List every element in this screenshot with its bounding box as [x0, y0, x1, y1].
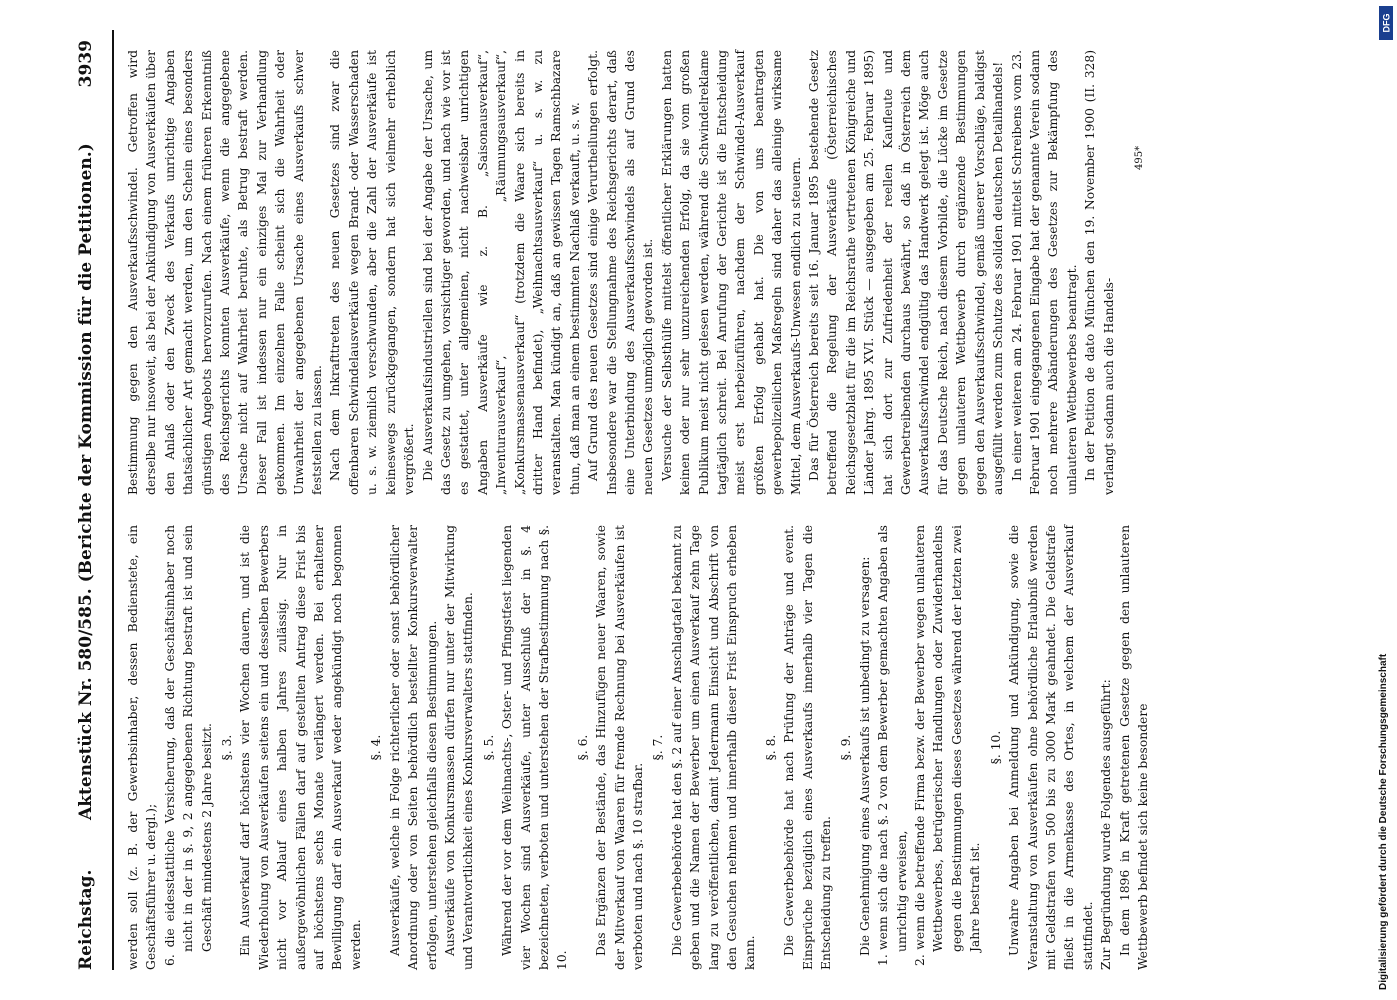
paragraph: 6. die eidesstattliche Versicherung, daß der Geschäftsinhaber noch nicht in der in §. 9, 2 angegebenen Richtung bestraft ist und sein Geschäft mindestens 2 Jahre besitzt.: [162, 525, 214, 966]
paragraph: Unwahre Angaben bei Anmeldung und Ankündigung, sowie die Veranstaltung von Ausverkäufen ohne behördliche Erlaubniß werden mit Geldstrafen von 500 bis zu 3000 Mark geahndet. Die Geldstrafe fließt in die Armenkasse des Ortes, in welchem der Ausverkauf stattfindet.: [1007, 525, 1095, 970]
paragraph: Ausverkäufe von Konkursmassen dürfen nur unter der Mitwirkung und Verantwortlichkeit eines Konkursverwalters stattfinden.: [442, 525, 476, 970]
paragraph: Auf Grund des neuen Gesetzes sind einige Verurtheilungen erfolgt. Insbesondere war die Stellungnahme des Reichsgerichts derart, daß eine Unterbindung des Ausverkaufsschwindels als auf Grund des neuen Gesetzes unmöglich geworden ist.: [586, 50, 656, 495]
section-heading: §. 4.: [369, 734, 384, 761]
right-column: [124, 50, 1118, 495]
section-heading: §. 8.: [763, 734, 778, 761]
paragraph: Ausverkäufe, welche in Folge richterlicher oder sonst behördlicher Anordnung oder von Seiten behördlich bestellter Konkursverwalter erfolgen, unterstehen gleichfalls diesen Bestimmungen.: [387, 525, 439, 970]
header-left: Reichstag.: [76, 869, 96, 970]
paragraph: Das für Österreich bereits seit 16. Januar 1895 bestehende Gesetz betreffend die Regelung der Ausverkäufe (Österreichisches Reichsgesetzblatt für die im Reichsrathe vertretenen Königreiche und Länder Jahrg. 1895 XVI. Stück — ausgegeben am 25. Februar 1895) hat sich dort zur Zufriedenheit der reellen Kaufleute und Gewerbetreibenden durchaus bewährt, so daß in Österreich dem Ausverkaufsschwindel endgültig das Handwerk gelegt ist. Möge auch für das Deutsche Reich, nach diesem Vorbilde, die Lücke im Gesetze gegen unlauteren Wettbewerb durch ergänzende Bestimmungen gegen den Ausverkaufsschwindel, gemäß unserer Vorschläge, baldigst ausgefüllt werden zum Schutze des soliden deutschen Detailhandels!: [807, 50, 1006, 495]
digitization-credit: Digitalisierung gefördert durch die Deutsche Forschungsgemeinschaft: [1378, 653, 1389, 990]
paragraph: Das Ergänzen der Bestände, das Hinzufügen neuer Waaren, sowie der Mitverkauf von Waaren für fremde Rechnung bei Ausverkäufen ist verboten und nach §. 10 strafbar.: [594, 525, 645, 970]
paragraph: Zur Begründung wurde Folgendes ausgeführt:: [1099, 679, 1114, 970]
paragraph: In dem 1896 in Kraft getretenen Gesetze gegen den unlauteren Wettbewerb befindet sich keine besondere: [1117, 525, 1150, 970]
paragraph: Während der vor dem Weihnachts-, Oster- und Pfingstfest liegenden vier Wochen sind Ausverkäufe, unter Ausschluß der in §. 4 bezeichneten, verboten und unterstehen der Strafbestimmung nach §. 10.: [500, 525, 570, 970]
section-heading: §. 7.: [651, 734, 666, 761]
paragraph: Ein Ausverkauf darf höchstens vier Wochen dauern, und ist die Wiederholung von Ausverkäufen seitens ein und desselben Bewerbers nicht vor Ablauf eines halben Jahres zulässig. Nur in außergewöhnlichen Fällen darf auf gestellten Antrag diese Frist bis auf höchstens sechs Monate verlängert werden. Bei erhaltener Bewilligung darf ein Ausverkauf weder angekündigt noch begonnen werden.: [238, 525, 363, 970]
paragraph: Die Genehmigung eines Ausverkaufs ist unbedingt zu versagen:: [857, 556, 872, 956]
signature-mark: 495*: [1134, 145, 1145, 170]
paragraph: In einer weiteren am 24. Februar 1901 mittelst Schreibens vom 23. Februar 1901 eingegangenen Eingabe hat der genannte Verein sodann noch mehrere Abänderungen des Gesetzes zur Bekämpfung des unlauteren Wettbewerbes beantragt.: [1009, 50, 1079, 495]
header-title: Aktenstück Nr. 580/585. (Berichte der Kommission für die Petitionen.): [76, 143, 96, 820]
paragraph: 1. wenn sich die nach §. 2 von dem Bewerber gemachten Angaben als unrichtig erweisen,: [876, 525, 909, 966]
paragraph: Nach dem Inkrafttreten des neuen Gesetzes sind zwar die offenbaren Schwindelausverkäufe wegen Brand- oder Wasserschaden u. s. w. ziemlich verschwunden, aber die Zahl der Ausverkäufe ist keineswegs zurückgegangen, sondern hat sich vielmehr erheblich vergrößert.: [328, 50, 417, 495]
paragraph: Die Gewerbebehörde hat nach Prüfung der Anträge und event. Einsprüche bezüglich eines Ausverkaufs innerhalb vier Tagen die Entscheidung zu treffen.: [782, 525, 834, 970]
paragraph: In der Petition de dato München den 19. November 1900 (II. 328) verlangt sodann auch die Handels-: [1083, 50, 1116, 495]
section-heading: §. 5.: [481, 734, 496, 761]
section-heading: §. 9.: [839, 734, 854, 761]
paragraph: Die Gewerbebehörde hat den §. 2 auf einer Anschlagtafel bekannt zu geben und die Namen der Bewerber um einen Ausverkauf zehn Tage lang zu veröffentlichen, damit Jedermann Einsicht und Abschrift von den Gesuchen nehmen und innerhalb dieser Frist Einspruch erheben kann.: [669, 524, 758, 970]
paragraph: Versuche der Selbsthülfe mittelst öffentlicher Erklärungen hatten keinen oder nur sehr unzureichenden Erfolg, da sie vom großen Publikum meist nicht gelesen werden, während die Schwindelreklame tagtäglich schreit. Bei Anrufung der Gerichte ist die Entscheidung meist erst herbeizuführen, nachdem der Schwindel-Ausverkauf größten Erfolg gehabt hat. Die von uns beantragten gewerbepolizeilichen Maßregeln sind daher das alleinige wirksame Mittel, dem Ausverkaufs-Unwesen endlich zu steuern.: [659, 50, 803, 495]
running-header: [68, 30, 114, 970]
paragraph: werden soll (z. B. der Gewerbsinhaber, dessen Bedienstete, ein Geschäftsführer u. dergl.);: [126, 525, 159, 970]
paragraph: Die Ausverkaufsindustriellen sind bei der Angabe der Ursache, um das Gesetz zu umgehen, vorsichtiger geworden, und nach wie vor ist es gestattet, unter allgemeinen, nicht nachweisbar unrichtigen Angaben Ausverkäufe wie z. B. „Saisonausverkauf“, „Inventurausverkauf“, „Räumungsausverkauf“, „Konkursmassenausverkauf“ (trotzdem die Waare sich bereits in dritter Hand befindet), „Weihnachtsausverkauf“ u. s. w. zu veranstalten. Man kündigt an, daß an gewissen Tagen Ramschbazare thun, daß man an einem bestimmten Nachlaß verkauft, u. s. w.: [420, 50, 582, 495]
left-column: [124, 525, 1152, 970]
section-heading: §. 3.: [220, 734, 235, 761]
paragraph: Bestimmung gegen den Ausverkaufsschwindel. Getroffen wird derselbe nur insoweit, als bei der Ankündigung von Ausverkäufen über den Anlaß oder den Zweck des Verkaufs unrichtige Angaben thatsächlicher Art gemacht werden, um den Schein eines besonders günstigen Angebots hervorzurufen. Nach einem früheren Erkenntniß des Reichsgerichts konnten Ausverkäufe, wenn die angegebene Ursache nicht auf Wahrheit beruhte, als Betrug bestraft werden. Dieser Fall ist indessen nur ein einziges Mal zur Verhandlung gekommen. Im einzelnen Falle scheint sich die Wahrheit oder Unwahrheit der angegebenen Ursache eines Ausverkaufs schwer feststellen zu lassen.: [126, 50, 325, 495]
section-heading: §. 10.: [988, 730, 1003, 765]
page-number: 3939: [76, 40, 96, 88]
paragraph: 2. wenn die betreffende Firma bezw. der Bewerber wegen unlauteren Wettbewerbes, betrügerischer Handlungen oder Zuwiderhandelns gegen die Bestimmungen dieses Gesetzes während der letzten zwei Jahre bestraft ist.: [913, 525, 983, 966]
dfg-logo: DFG: [1379, 6, 1393, 40]
section-heading: §. 6.: [575, 734, 590, 761]
document-page: [68, 30, 1308, 970]
